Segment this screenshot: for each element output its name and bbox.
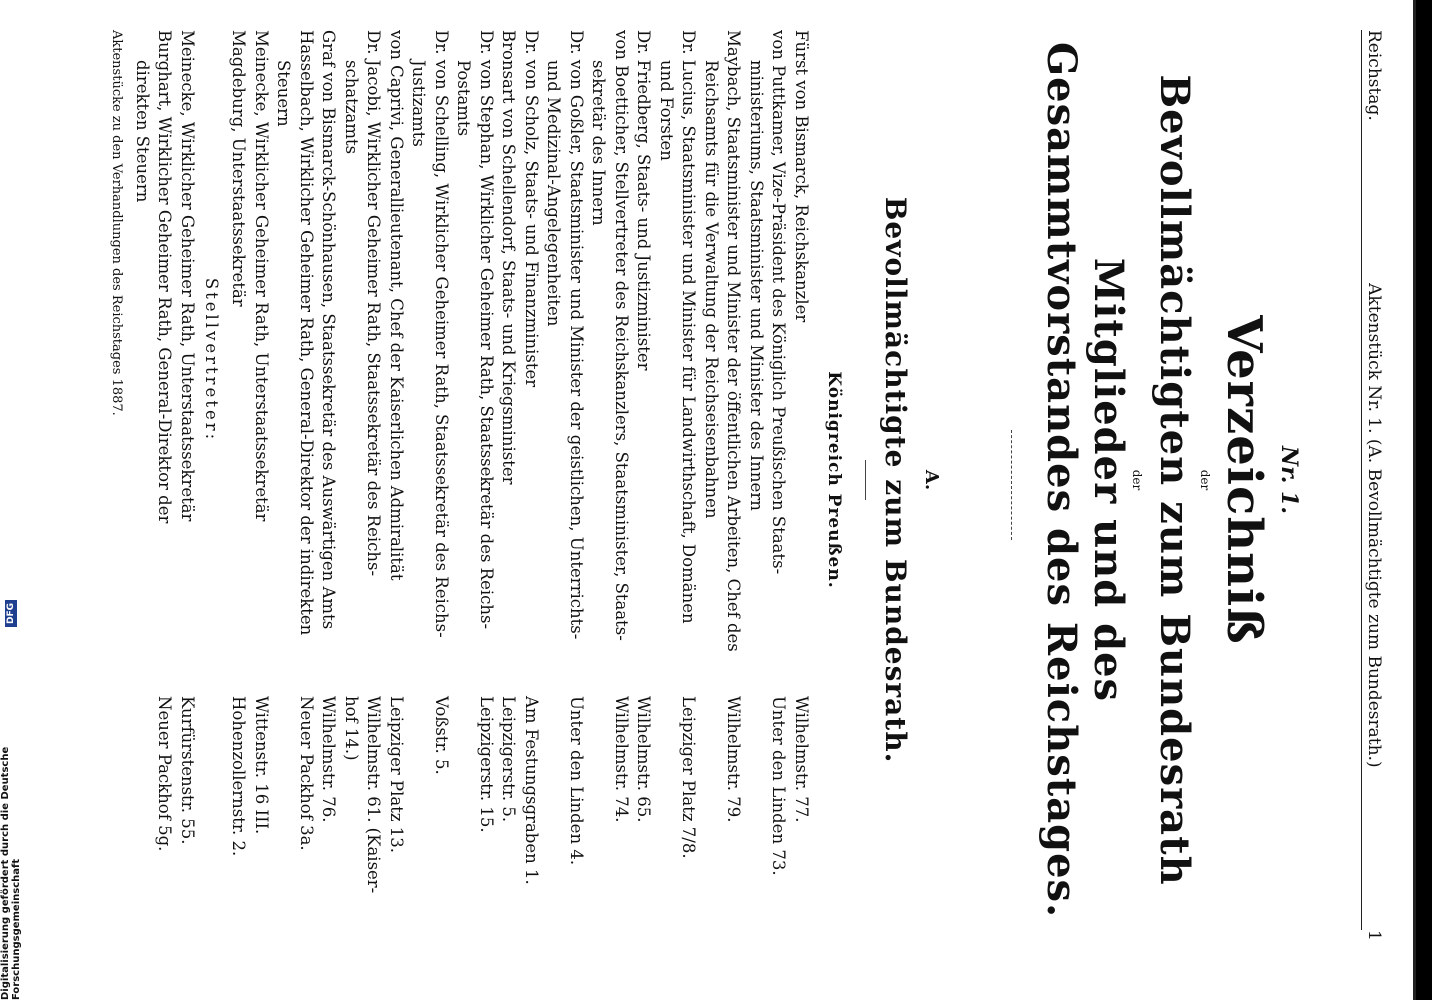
running-head-left: Reichstag. bbox=[1364, 30, 1384, 121]
entry-name-line: Dr. von Stephan, Wirklicher Geheimer Rath, Staatssekretär des Reichs- bbox=[477, 30, 496, 630]
entry-name-line: Dr. Jacobi, Wirklicher Geheimer Rath, Staatssekretär des Reichs- bbox=[364, 30, 384, 577]
entry-name bbox=[700, 30, 745, 690]
entry-address bbox=[407, 690, 452, 916]
entry-name-line: Burghart, Wirklicher Geheimer Rath, General-Direktor der bbox=[155, 30, 175, 524]
entry-name-line: Maybach, Staatsminister und Minister der öffentlichen Arbeiten, Chef des bbox=[724, 30, 744, 652]
title-bevollmaechtigte: Bevollmächtigten zum Bundesrath bbox=[1151, 74, 1198, 886]
entry-address-line: Voßstr. 5. bbox=[432, 696, 451, 775]
list-item bbox=[176, 30, 199, 970]
section-title: Bevollmächtigte zum Bundesrath. bbox=[879, 196, 912, 764]
entry-name-line: Dr. von Schelling, Wirklicher Geheimer Rath, Staatssekretär des Reichs- bbox=[432, 30, 451, 638]
section-divider bbox=[865, 460, 866, 500]
entry-address-line: Am Festungsgraben 1. bbox=[522, 696, 541, 885]
member-list bbox=[110, 30, 813, 970]
entry-address bbox=[272, 690, 317, 916]
list-item bbox=[227, 30, 250, 970]
entry-address bbox=[520, 690, 543, 916]
entry-name-line: sekretär des Innern bbox=[589, 60, 609, 226]
entry-address-line: Wilhelmstr. 65. bbox=[634, 696, 654, 823]
document-number: Nr. 1. bbox=[1276, 446, 1302, 514]
list-item bbox=[632, 30, 655, 970]
list-item bbox=[452, 30, 497, 970]
list-item bbox=[587, 30, 632, 970]
list-item bbox=[542, 30, 587, 970]
entry-address bbox=[790, 690, 813, 916]
entry-address bbox=[227, 690, 250, 916]
entry-address-line: Leipzigerstr. 5. bbox=[499, 696, 519, 823]
entry-name-line: Justizamts bbox=[409, 60, 429, 147]
entry-address bbox=[176, 690, 199, 916]
entry-address bbox=[340, 690, 385, 916]
entry-address-line: Unter den Linden 4. bbox=[567, 696, 586, 866]
entry-name-line: Dr. Lucius, Staatsminister und Minister für Landwirthschaft, Domänen bbox=[679, 30, 699, 624]
list-item bbox=[340, 30, 385, 970]
entry-name-line: Magdeburg, Unterstaatssekretär bbox=[229, 30, 249, 307]
title-der-2: der bbox=[1130, 469, 1144, 491]
entry-address bbox=[632, 690, 655, 916]
list-item bbox=[385, 30, 408, 970]
main-title: Verzeichniß bbox=[1216, 315, 1272, 645]
entry-name-line: Reichsamts für die Verwaltung der Reichseisenbahnen bbox=[702, 60, 721, 519]
scan-border-inner bbox=[1413, 0, 1416, 1000]
list-item bbox=[790, 30, 813, 970]
entry-name-line: schatzamts bbox=[342, 60, 361, 155]
list-item bbox=[700, 30, 745, 970]
digitization-footer bbox=[0, 600, 22, 1000]
list-item bbox=[250, 30, 273, 970]
entry-name bbox=[497, 30, 520, 690]
entry-address-line: Wittenstr. 16 III. bbox=[252, 696, 271, 835]
entry-name-line: und Medizinal-Angelegenheiten bbox=[544, 60, 564, 327]
list-item bbox=[655, 30, 700, 970]
entry-address bbox=[655, 690, 700, 916]
entry-name bbox=[542, 30, 587, 690]
list-item bbox=[407, 30, 452, 970]
entry-address bbox=[452, 690, 497, 916]
entry-address bbox=[250, 690, 273, 916]
entry-address-line: Hohenzollernstr. 2. bbox=[229, 696, 249, 857]
list-item bbox=[497, 30, 520, 970]
entry-address bbox=[497, 690, 520, 916]
entry-address-line: Kurfürstenstr. 55. bbox=[178, 696, 197, 845]
entry-name bbox=[385, 30, 408, 690]
list-item bbox=[520, 30, 543, 970]
entry-name bbox=[520, 30, 543, 690]
entry-address-line: Wilhelmstr. 76. bbox=[319, 696, 339, 823]
entry-address-line: Wilhelmstr. 77. bbox=[792, 696, 811, 823]
document-page bbox=[109, 30, 1412, 970]
entry-name-line: von Puttkamer, Vize-Präsident des Königlich Preußischen Staats- bbox=[769, 30, 789, 575]
entry-name-line: Meinecke, Wirklicher Geheimer Rath, Unterstaatssekretär bbox=[178, 30, 197, 522]
entry-address-line: Leipziger Platz 13. bbox=[387, 696, 406, 854]
entry-name-line: direkten Steuern bbox=[133, 60, 152, 203]
entry-name bbox=[655, 30, 700, 690]
entry-address-line: Wilhelmstr. 79. bbox=[724, 696, 744, 823]
entry-address bbox=[587, 690, 632, 916]
running-head bbox=[1361, 30, 1384, 930]
list-item bbox=[317, 30, 340, 970]
title-der-1: der bbox=[1198, 469, 1212, 491]
entry-address-line: Leipzigerstr. 15. bbox=[477, 696, 496, 833]
entry-address bbox=[700, 690, 745, 916]
entry-address-line: Neuer Packhof 5g. bbox=[155, 696, 175, 852]
entry-name-line: ministeriums, Staatsminister und Minister des Innern bbox=[747, 60, 766, 511]
entry-name bbox=[587, 30, 632, 690]
entry-name-line: Bronsart von Schellendorf, Staats- und Kriegsminister bbox=[499, 30, 519, 485]
entry-name bbox=[632, 30, 655, 690]
entry-name bbox=[131, 30, 176, 690]
entry-name bbox=[176, 30, 199, 690]
entry-address-line: hof 14.) bbox=[342, 696, 361, 761]
page-number: 1 bbox=[1364, 930, 1384, 941]
entry-address bbox=[131, 690, 176, 916]
entry-name-line: Dr. Friedberg, Staats- und Justizminister bbox=[634, 30, 654, 371]
entry-name-line: Graf von Bismarck-Schönhausen, Staatssekretär des Auswärtigen Amts bbox=[319, 30, 339, 630]
entry-name-line: Dr. von Scholz, Staats- und Finanzminister bbox=[522, 30, 541, 388]
entry-address-line: Leipziger Platz 7/8. bbox=[679, 696, 699, 859]
entry-name-line: Dr. von Goßler, Staatsminister und Minister der geistlichen, Unterrichts- bbox=[567, 30, 586, 640]
digitization-note: Digitalisierung gefördert durch die Deutsche Forschungsgemeinschaft bbox=[0, 746, 22, 1000]
scan-border bbox=[1416, 0, 1432, 1000]
entry-name-line: Hasselbach, Wirklicher Geheimer Rath, General-Direktor der indirekten bbox=[297, 30, 316, 636]
entry-address bbox=[317, 690, 340, 916]
entry-address bbox=[542, 690, 587, 916]
section-letter: A. bbox=[921, 469, 942, 491]
entry-name bbox=[340, 30, 385, 690]
entry-address bbox=[385, 690, 408, 916]
entry-name bbox=[452, 30, 497, 690]
entry-name bbox=[790, 30, 813, 690]
title-divider bbox=[1011, 430, 1012, 540]
entry-name-line: und Forsten bbox=[657, 60, 676, 161]
entry-address bbox=[745, 690, 790, 916]
entry-name bbox=[407, 30, 452, 690]
entry-name bbox=[227, 30, 250, 690]
entry-name-line: von Boetticher, Stellvertreter des Reichskanzlers, Staatsminister, Staats- bbox=[612, 30, 631, 641]
list-item bbox=[131, 30, 176, 970]
entry-name bbox=[317, 30, 340, 690]
footnote: Aktenstücke zu den Verhandlungen des Reichstages 1887. bbox=[109, 30, 125, 416]
list-item bbox=[272, 30, 317, 970]
dfg-logo: DFG bbox=[5, 600, 17, 627]
entry-name-line: Fürst von Bismarck, Reichskanzler bbox=[792, 30, 811, 323]
entry-address-line: Wilhelmstr. 74. bbox=[612, 696, 631, 823]
running-head-center: Aktenstück Nr. 1. (A. Bevollmächtigte zum Bundesrath.) bbox=[1364, 283, 1384, 768]
entry-name-line: Steuern bbox=[274, 60, 294, 127]
entry-name bbox=[745, 30, 790, 690]
entry-address-line: Unter den Linden 73. bbox=[769, 696, 789, 876]
title-mitglieder: Mitglieder und des Gesammtvorstandes des Reichstages. bbox=[1038, 42, 1132, 918]
entry-address-line: Neuer Packhof 3a. bbox=[297, 696, 316, 851]
entry-name-line: Postamts bbox=[454, 60, 474, 137]
entry-address-line: Wilhelmstr. 61. (Kaiser- bbox=[364, 696, 384, 894]
entry-name-line: Meinecke, Wirklicher Geheimer Rath, Unterstaatssekretär bbox=[252, 30, 271, 522]
entry-name-line: von Caprivi, Generallieutenant, Chef der Kaiserlichen Admiralität bbox=[387, 30, 406, 581]
deputies-label: Stellvertreter: bbox=[202, 277, 221, 443]
subsection-title: Königreich Preußen. bbox=[824, 371, 844, 589]
entry-name bbox=[272, 30, 317, 690]
list-item bbox=[745, 30, 790, 970]
entry-name bbox=[250, 30, 273, 690]
